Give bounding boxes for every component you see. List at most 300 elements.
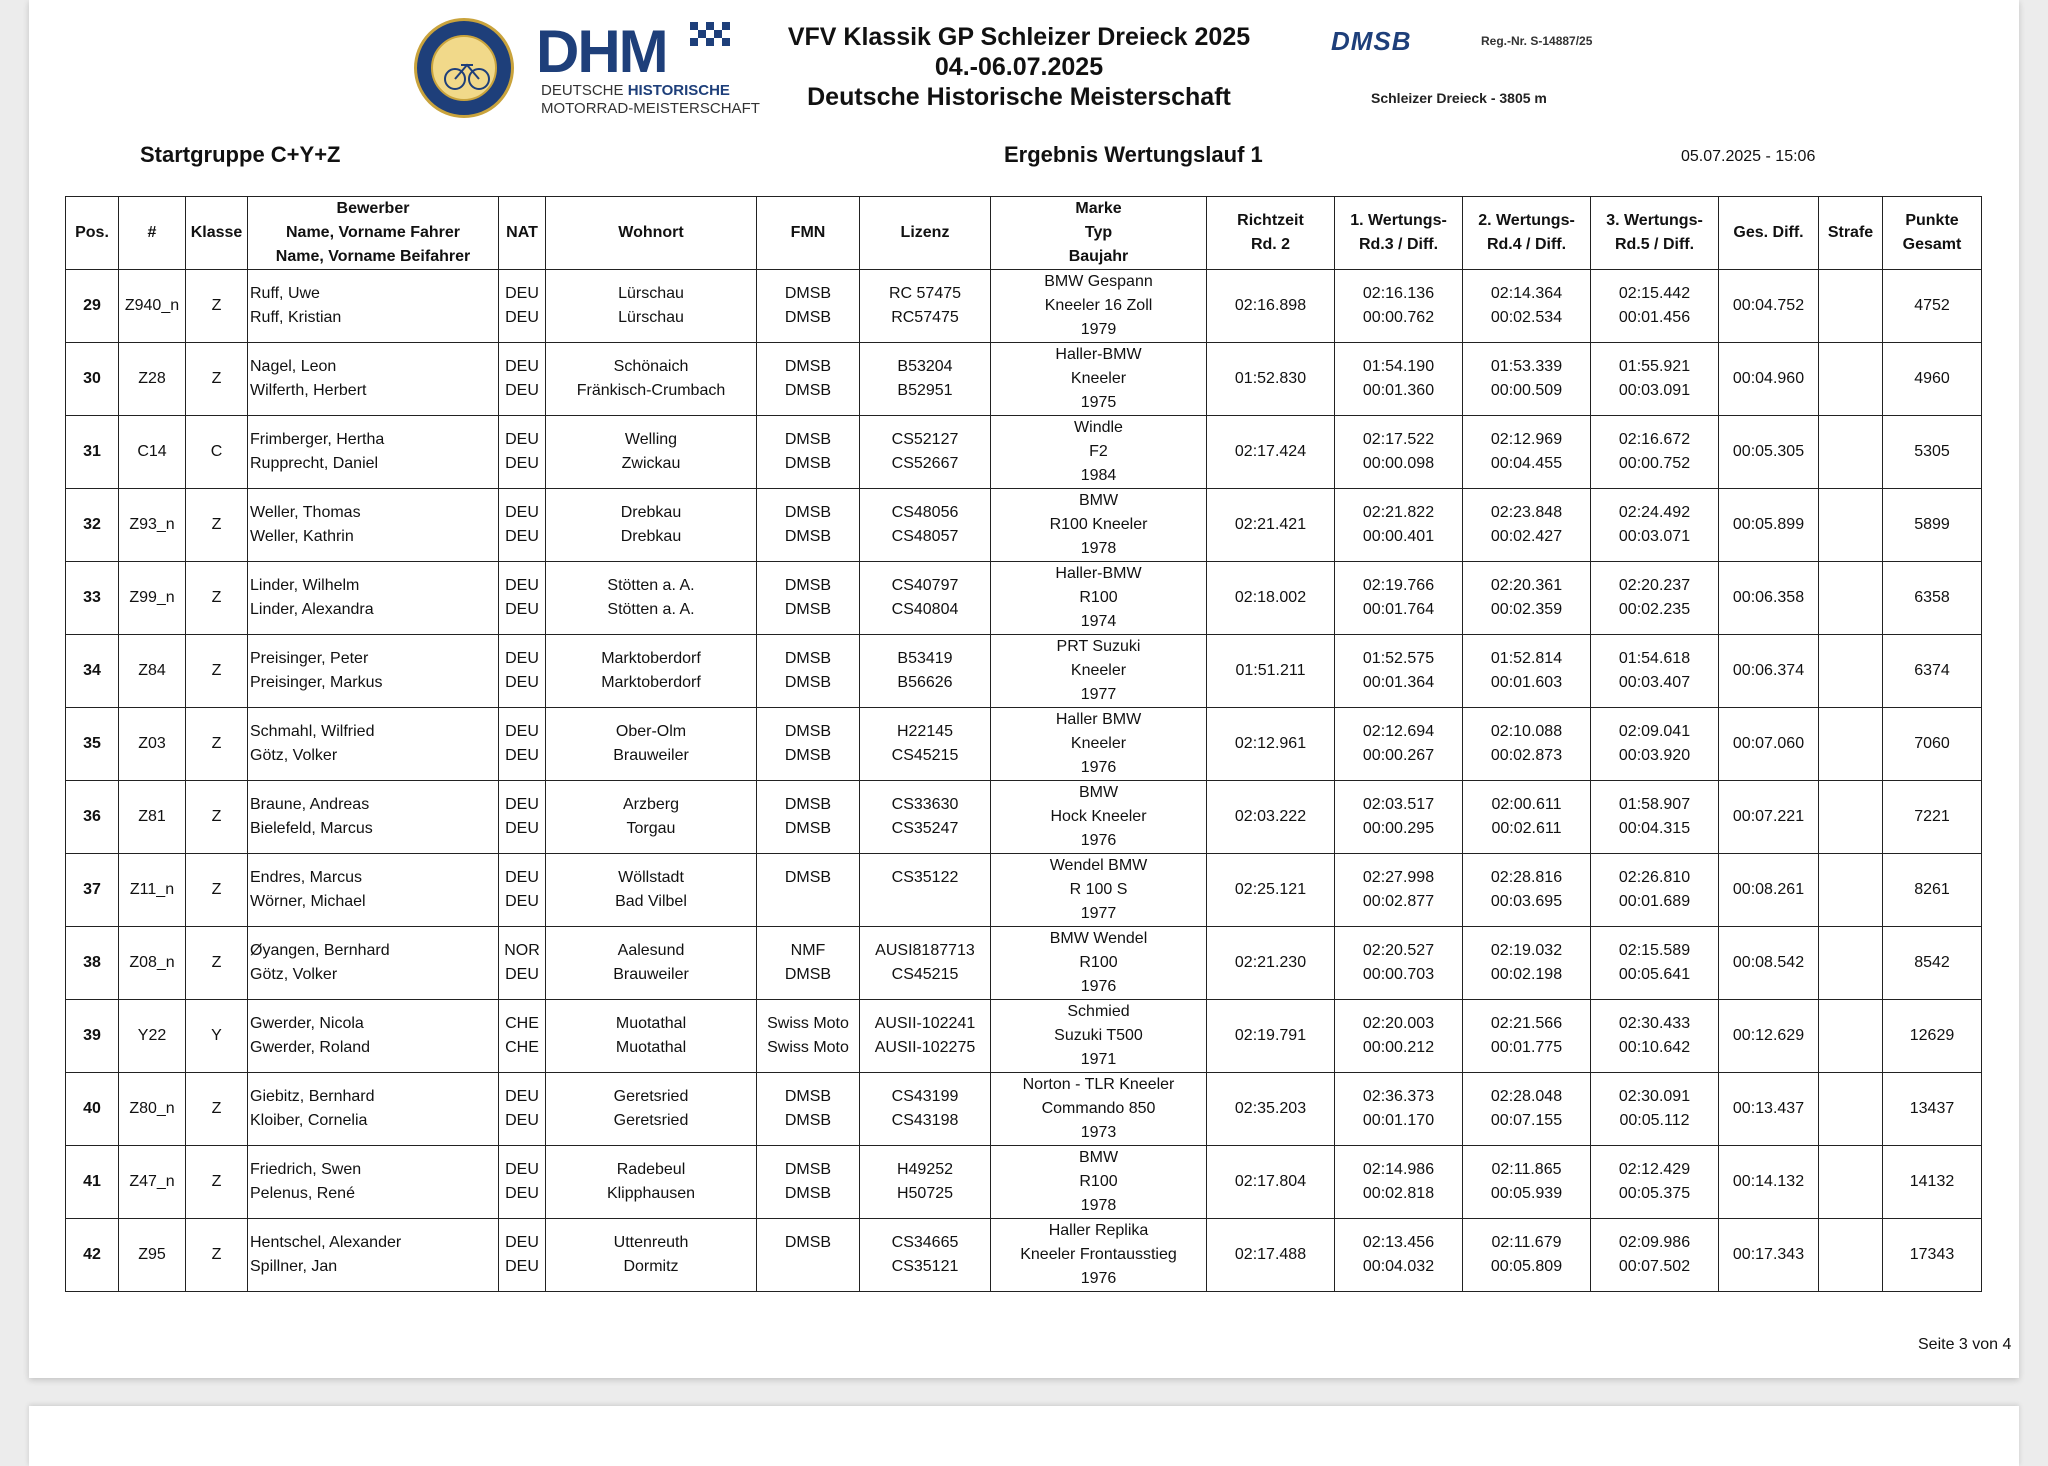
- cell-names: [248, 635, 499, 708]
- cell-wertung-1: 02:27.998 00:02.877: [1335, 854, 1463, 927]
- cell-marke: BMW Gespann Kneeler 16 Zoll 1979: [991, 270, 1207, 343]
- logo-subtitle-1: DEUTSCHE HISTORISCHE: [541, 82, 730, 99]
- codriver-name: Bielefeld, Marcus: [250, 820, 373, 837]
- cell-klasse: Z: [186, 1073, 248, 1146]
- cell-punkte: 12629: [1883, 1000, 1982, 1073]
- cell-number: Z47_n: [119, 1146, 186, 1219]
- cell-wertung-2: 02:19.032 00:02.198: [1463, 927, 1591, 1000]
- driver-name: Linder, Wilhelm: [250, 577, 360, 594]
- cell-nat: DEU DEU: [499, 708, 546, 781]
- cell-pos: 37: [66, 854, 119, 927]
- cell-klasse: Z: [186, 489, 248, 562]
- results-table: [65, 196, 1982, 1292]
- cell-fmn: DMSB DMSB: [757, 343, 860, 416]
- cell-richtzeit: 02:17.424: [1207, 416, 1335, 489]
- cell-punkte: 7221: [1883, 781, 1982, 854]
- cell-strafe: [1819, 562, 1883, 635]
- col-number: #: [119, 197, 186, 270]
- cell-marke: Haller-BMW Kneeler 1975: [991, 343, 1207, 416]
- table-row: [66, 635, 1982, 708]
- driver-name: Friedrich, Swen: [250, 1161, 362, 1178]
- cell-lizenz: CS33630 CS35247: [860, 781, 991, 854]
- cell-ges-diff: 00:08.261: [1719, 854, 1819, 927]
- cell-lizenz: AUSI8187713 CS45215: [860, 927, 991, 1000]
- table-row: [66, 416, 1982, 489]
- table-row: [66, 927, 1982, 1000]
- cell-richtzeit: 02:18.002: [1207, 562, 1335, 635]
- cell-wertung-1: 02:16.136 00:00.762: [1335, 270, 1463, 343]
- cell-wertung-2: 02:12.969 00:04.455: [1463, 416, 1591, 489]
- cell-wertung-1: 02:36.373 00:01.170: [1335, 1073, 1463, 1146]
- cell-strafe: [1819, 270, 1883, 343]
- table-row: [66, 854, 1982, 927]
- cell-klasse: Z: [186, 635, 248, 708]
- cell-fmn: DMSB: [757, 1219, 860, 1292]
- driver-name: Frimberger, Hertha: [250, 431, 385, 448]
- cell-punkte: 4960: [1883, 343, 1982, 416]
- cell-fmn: DMSB DMSB: [757, 708, 860, 781]
- driver-name: Schmahl, Wilfried: [250, 723, 375, 740]
- cell-wohnort: Marktoberdorf Marktoberdorf: [546, 635, 757, 708]
- cell-lizenz: CS35122: [860, 854, 991, 927]
- cell-klasse: Z: [186, 854, 248, 927]
- cell-names: [248, 781, 499, 854]
- cell-fmn: DMSB DMSB: [757, 416, 860, 489]
- cell-pos: 36: [66, 781, 119, 854]
- col-punkte: Punkte Gesamt: [1883, 197, 1982, 270]
- cell-number: Z84: [119, 635, 186, 708]
- codriver-name: Spillner, Jan: [250, 1258, 338, 1275]
- codriver-name: Wörner, Michael: [250, 893, 366, 910]
- cell-ges-diff: 00:07.221: [1719, 781, 1819, 854]
- cell-wertung-1: 02:19.766 00:01.764: [1335, 562, 1463, 635]
- cell-strafe: [1819, 343, 1883, 416]
- cell-wertung-2: 02:11.679 00:05.809: [1463, 1219, 1591, 1292]
- table-row: [66, 562, 1982, 635]
- cell-names: [248, 343, 499, 416]
- cell-names: [248, 854, 499, 927]
- col-ges-diff: Ges. Diff.: [1719, 197, 1819, 270]
- cell-wertung-3: 02:12.429 00:05.375: [1591, 1146, 1719, 1219]
- next-page: [29, 1406, 2019, 1466]
- cell-wertung-3: 02:09.986 00:07.502: [1591, 1219, 1719, 1292]
- cell-punkte: 4752: [1883, 270, 1982, 343]
- cell-pos: 41: [66, 1146, 119, 1219]
- cell-wohnort: Stötten a. A. Stötten a. A.: [546, 562, 757, 635]
- codriver-name: Preisinger, Markus: [250, 674, 383, 691]
- logo-subtitle-2: MOTORRAD-MEISTERSCHAFT: [541, 100, 760, 117]
- cell-wertung-2: 01:53.339 00:00.509: [1463, 343, 1591, 416]
- cell-wertung-3: 01:54.618 00:03.407: [1591, 635, 1719, 708]
- table-row: [66, 1219, 1982, 1292]
- cell-wertung-3: 02:15.442 00:01.456: [1591, 270, 1719, 343]
- page-number: Seite 3 von 4: [1918, 1336, 2012, 1353]
- table-row: [66, 270, 1982, 343]
- cell-marke: Haller BMW Kneeler 1976: [991, 708, 1207, 781]
- cell-wertung-3: 01:55.921 00:03.091: [1591, 343, 1719, 416]
- col-wertung-1: 1. Wertungs- Rd.3 / Diff.: [1335, 197, 1463, 270]
- cell-nat: DEU DEU: [499, 781, 546, 854]
- driver-name: Braune, Andreas: [250, 796, 370, 813]
- cell-wohnort: Ober-Olm Brauweiler: [546, 708, 757, 781]
- cell-pos: 34: [66, 635, 119, 708]
- table-row: [66, 489, 1982, 562]
- col-marke: Marke Typ Baujahr: [991, 197, 1207, 270]
- cell-lizenz: CS52127 CS52667: [860, 416, 991, 489]
- cell-ges-diff: 00:05.899: [1719, 489, 1819, 562]
- cell-ges-diff: 00:05.305: [1719, 416, 1819, 489]
- codriver-name: Kloiber, Cornelia: [250, 1112, 368, 1129]
- cell-pos: 42: [66, 1219, 119, 1292]
- driver-name: Preisinger, Peter: [250, 650, 369, 667]
- cell-richtzeit: 02:17.804: [1207, 1146, 1335, 1219]
- cell-number: Z95: [119, 1219, 186, 1292]
- cell-pos: 32: [66, 489, 119, 562]
- cell-wertung-1: 02:20.003 00:00.212: [1335, 1000, 1463, 1073]
- cell-klasse: C: [186, 416, 248, 489]
- codriver-name: Götz, Volker: [250, 966, 338, 983]
- cell-pos: 33: [66, 562, 119, 635]
- table-row: [66, 343, 1982, 416]
- cell-punkte: 17343: [1883, 1219, 1982, 1292]
- cell-marke: Windle F2 1984: [991, 416, 1207, 489]
- cell-punkte: 5899: [1883, 489, 1982, 562]
- cell-wertung-3: 02:16.672 00:00.752: [1591, 416, 1719, 489]
- col-bewerber: Bewerber Name, Vorname Fahrer Name, Vorname Beifahrer: [248, 197, 499, 270]
- cell-pos: 39: [66, 1000, 119, 1073]
- col-lizenz: Lizenz: [860, 197, 991, 270]
- cell-lizenz: CS34665 CS35121: [860, 1219, 991, 1292]
- cell-marke: Haller Replika Kneeler Frontausstieg 1976: [991, 1219, 1207, 1292]
- cell-names: [248, 708, 499, 781]
- cell-fmn: DMSB DMSB: [757, 781, 860, 854]
- cell-wertung-1: 01:54.190 00:01.360: [1335, 343, 1463, 416]
- cell-wertung-2: 02:28.816 00:03.695: [1463, 854, 1591, 927]
- cell-nat: DEU DEU: [499, 489, 546, 562]
- cell-marke: BMW R100 1978: [991, 1146, 1207, 1219]
- cell-wertung-2: 02:21.566 00:01.775: [1463, 1000, 1591, 1073]
- registration-number: Reg.-Nr. S-14887/25: [1481, 34, 1593, 48]
- cell-punkte: 8542: [1883, 927, 1982, 1000]
- cell-wertung-3: 02:30.091 00:05.112: [1591, 1073, 1719, 1146]
- cell-lizenz: CS43199 CS43198: [860, 1073, 991, 1146]
- driver-name: Ruff, Uwe: [250, 285, 320, 302]
- cell-ges-diff: 00:04.752: [1719, 270, 1819, 343]
- cell-names: [248, 489, 499, 562]
- cell-pos: 40: [66, 1073, 119, 1146]
- codriver-name: Linder, Alexandra: [250, 601, 374, 618]
- table-row: [66, 1073, 1982, 1146]
- cell-richtzeit: 02:21.230: [1207, 927, 1335, 1000]
- logo-wordmark: DHM: [536, 18, 667, 85]
- cell-marke: BMW Hock Kneeler 1976: [991, 781, 1207, 854]
- cell-ges-diff: 00:12.629: [1719, 1000, 1819, 1073]
- cell-wohnort: Muotathal Muotathal: [546, 1000, 757, 1073]
- cell-wertung-1: 02:12.694 00:00.267: [1335, 708, 1463, 781]
- start-group: Startgruppe C+Y+Z: [140, 142, 341, 167]
- cell-lizenz: H49252 H50725: [860, 1146, 991, 1219]
- cell-wohnort: Geretsried Geretsried: [546, 1073, 757, 1146]
- cell-richtzeit: 02:17.488: [1207, 1219, 1335, 1292]
- cell-klasse: Z: [186, 927, 248, 1000]
- cell-fmn: DMSB DMSB: [757, 1146, 860, 1219]
- driver-name: Weller, Thomas: [250, 504, 361, 521]
- codriver-name: Pelenus, René: [250, 1185, 355, 1202]
- cell-wertung-3: 02:26.810 00:01.689: [1591, 854, 1719, 927]
- cell-wertung-1: 02:21.822 00:00.401: [1335, 489, 1463, 562]
- cell-nat: DEU DEU: [499, 343, 546, 416]
- cell-lizenz: H22145 CS45215: [860, 708, 991, 781]
- cell-ges-diff: 00:06.374: [1719, 635, 1819, 708]
- codriver-name: Ruff, Kristian: [250, 309, 342, 326]
- cell-punkte: 13437: [1883, 1073, 1982, 1146]
- cell-richtzeit: 02:35.203: [1207, 1073, 1335, 1146]
- table-row: [66, 1000, 1982, 1073]
- cell-number: Z80_n: [119, 1073, 186, 1146]
- print-timestamp: 05.07.2025 - 15:06: [1681, 148, 1816, 165]
- cell-wohnort: Arzberg Torgau: [546, 781, 757, 854]
- track-info: Schleizer Dreieck - 3805 m: [1371, 90, 1547, 106]
- cell-punkte: 7060: [1883, 708, 1982, 781]
- cell-number: Z28: [119, 343, 186, 416]
- cell-wertung-2: 02:20.361 00:02.359: [1463, 562, 1591, 635]
- table-row: [66, 781, 1982, 854]
- cell-nat: DEU DEU: [499, 562, 546, 635]
- cell-richtzeit: 02:19.791: [1207, 1000, 1335, 1073]
- cell-wertung-1: 02:20.527 00:00.703: [1335, 927, 1463, 1000]
- cell-wertung-2: 01:52.814 00:01.603: [1463, 635, 1591, 708]
- cell-lizenz: CS48056 CS48057: [860, 489, 991, 562]
- cell-marke: PRT Suzuki Kneeler 1977: [991, 635, 1207, 708]
- col-wohnort: Wohnort: [546, 197, 757, 270]
- cell-wertung-2: 02:10.088 00:02.873: [1463, 708, 1591, 781]
- cell-names: [248, 1146, 499, 1219]
- cell-wertung-1: 02:14.986 00:02.818: [1335, 1146, 1463, 1219]
- cell-strafe: [1819, 635, 1883, 708]
- cell-klasse: Y: [186, 1000, 248, 1073]
- codriver-name: Rupprecht, Daniel: [250, 455, 379, 472]
- col-klasse: Klasse: [186, 197, 248, 270]
- cell-lizenz: RC 57475 RC57475: [860, 270, 991, 343]
- cell-wertung-3: 02:20.237 00:02.235: [1591, 562, 1719, 635]
- cell-strafe: [1819, 489, 1883, 562]
- cell-richtzeit: 01:51.211: [1207, 635, 1335, 708]
- cell-ges-diff: 00:07.060: [1719, 708, 1819, 781]
- cell-number: Z08_n: [119, 927, 186, 1000]
- cell-names: [248, 416, 499, 489]
- cell-wertung-3: 01:58.907 00:04.315: [1591, 781, 1719, 854]
- cell-pos: 29: [66, 270, 119, 343]
- dhm-logo: [386, 12, 760, 120]
- cell-nat: DEU DEU: [499, 854, 546, 927]
- cell-nat: DEU DEU: [499, 1073, 546, 1146]
- cell-wertung-3: 02:09.041 00:03.920: [1591, 708, 1719, 781]
- cell-fmn: DMSB DMSB: [757, 562, 860, 635]
- cell-strafe: [1819, 1219, 1883, 1292]
- cell-richtzeit: 02:25.121: [1207, 854, 1335, 927]
- heat-title: Ergebnis Wertungslauf 1: [1004, 142, 1263, 167]
- cell-punkte: 5305: [1883, 416, 1982, 489]
- cell-richtzeit: 02:03.222: [1207, 781, 1335, 854]
- cell-nat: DEU DEU: [499, 635, 546, 708]
- cell-number: Z81: [119, 781, 186, 854]
- cell-nat: NOR DEU: [499, 927, 546, 1000]
- cell-lizenz: CS40797 CS40804: [860, 562, 991, 635]
- cell-fmn: DMSB: [757, 854, 860, 927]
- cell-wertung-2: 02:28.048 00:07.155: [1463, 1073, 1591, 1146]
- cell-pos: 30: [66, 343, 119, 416]
- cell-names: [248, 1000, 499, 1073]
- cell-nat: DEU DEU: [499, 1219, 546, 1292]
- cell-lizenz: AUSII-102241 AUSII-102275: [860, 1000, 991, 1073]
- cell-names: [248, 927, 499, 1000]
- championship-name: Deutsche Historische Meisterschaft: [807, 83, 1231, 111]
- cell-punkte: 6374: [1883, 635, 1982, 708]
- driver-name: Nagel, Leon: [250, 358, 337, 375]
- cell-wohnort: Aalesund Brauweiler: [546, 927, 757, 1000]
- cell-nat: DEU DEU: [499, 416, 546, 489]
- cell-wertung-1: 02:17.522 00:00.098: [1335, 416, 1463, 489]
- cell-wohnort: Welling Zwickau: [546, 416, 757, 489]
- cell-number: Z11_n: [119, 854, 186, 927]
- veteran-association-seal: [414, 18, 514, 118]
- dmsb-logo: DMSB: [1331, 26, 1412, 56]
- cell-richtzeit: 02:16.898: [1207, 270, 1335, 343]
- cell-strafe: [1819, 854, 1883, 927]
- cell-number: Y22: [119, 1000, 186, 1073]
- codriver-name: Wilferth, Herbert: [250, 382, 367, 399]
- driver-name: Giebitz, Bernhard: [250, 1088, 375, 1105]
- cell-wohnort: Uttenreuth Dormitz: [546, 1219, 757, 1292]
- cell-marke: BMW R100 Kneeler 1978: [991, 489, 1207, 562]
- cell-punkte: 14132: [1883, 1146, 1982, 1219]
- cell-wohnort: Schönaich Fränkisch-Crumbach: [546, 343, 757, 416]
- cell-punkte: 8261: [1883, 854, 1982, 927]
- cell-ges-diff: 00:17.343: [1719, 1219, 1819, 1292]
- cell-wertung-3: 02:15.589 00:05.641: [1591, 927, 1719, 1000]
- cell-names: [248, 1073, 499, 1146]
- driver-name: Gwerder, Nicola: [250, 1015, 364, 1032]
- cell-marke: Wendel BMW R 100 S 1977: [991, 854, 1207, 927]
- cell-richtzeit: 02:21.421: [1207, 489, 1335, 562]
- col-strafe: Strafe: [1819, 197, 1883, 270]
- cell-lizenz: B53419 B56626: [860, 635, 991, 708]
- cell-wertung-2: 02:00.611 00:02.611: [1463, 781, 1591, 854]
- cell-ges-diff: 00:04.960: [1719, 343, 1819, 416]
- col-wertung-3: 3. Wertungs- Rd.5 / Diff.: [1591, 197, 1719, 270]
- event-dates: 04.-06.07.2025: [934, 53, 1104, 81]
- cell-strafe: [1819, 1000, 1883, 1073]
- cell-number: Z93_n: [119, 489, 186, 562]
- cell-fmn: DMSB DMSB: [757, 489, 860, 562]
- cell-klasse: Z: [186, 270, 248, 343]
- cell-fmn: DMSB DMSB: [757, 635, 860, 708]
- cell-punkte: 6358: [1883, 562, 1982, 635]
- cell-fmn: NMF DMSB: [757, 927, 860, 1000]
- cell-klasse: Z: [186, 781, 248, 854]
- cell-nat: DEU DEU: [499, 1146, 546, 1219]
- cell-fmn: Swiss Moto Swiss Moto: [757, 1000, 860, 1073]
- cell-number: Z940_n: [119, 270, 186, 343]
- cell-wohnort: Wöllstadt Bad Vilbel: [546, 854, 757, 927]
- cell-ges-diff: 00:06.358: [1719, 562, 1819, 635]
- cell-nat: CHE CHE: [499, 1000, 546, 1073]
- cell-klasse: Z: [186, 1146, 248, 1219]
- cell-richtzeit: 02:12.961: [1207, 708, 1335, 781]
- cell-strafe: [1819, 1146, 1883, 1219]
- cell-wertung-1: 02:13.456 00:04.032: [1335, 1219, 1463, 1292]
- driver-name: Hentschel, Alexander: [250, 1234, 402, 1251]
- cell-wohnort: Radebeul Klipphausen: [546, 1146, 757, 1219]
- cell-wertung-3: 02:30.433 00:10.642: [1591, 1000, 1719, 1073]
- cell-strafe: [1819, 416, 1883, 489]
- cell-pos: 35: [66, 708, 119, 781]
- cell-wertung-1: 02:03.517 00:00.295: [1335, 781, 1463, 854]
- cell-wertung-3: 02:24.492 00:03.071: [1591, 489, 1719, 562]
- cell-pos: 38: [66, 927, 119, 1000]
- cell-ges-diff: 00:13.437: [1719, 1073, 1819, 1146]
- table-header-row: [66, 197, 1982, 270]
- cell-wohnort: Drebkau Drebkau: [546, 489, 757, 562]
- cell-pos: 31: [66, 416, 119, 489]
- cell-richtzeit: 01:52.830: [1207, 343, 1335, 416]
- event-name: VFV Klassik GP Schleizer Dreieck 2025: [787, 23, 1251, 51]
- codriver-name: Gwerder, Roland: [250, 1039, 371, 1056]
- cell-fmn: DMSB DMSB: [757, 1073, 860, 1146]
- col-nat: NAT: [499, 197, 546, 270]
- cell-wertung-2: 02:11.865 00:05.939: [1463, 1146, 1591, 1219]
- cell-strafe: [1819, 1073, 1883, 1146]
- cell-number: Z99_n: [119, 562, 186, 635]
- cell-fmn: DMSB DMSB: [757, 270, 860, 343]
- cell-klasse: Z: [186, 562, 248, 635]
- codriver-name: Weller, Kathrin: [250, 528, 354, 545]
- cell-names: [248, 1219, 499, 1292]
- cell-wertung-2: 02:23.848 00:02.427: [1463, 489, 1591, 562]
- cell-marke: Schmied Suzuki T500 1971: [991, 1000, 1207, 1073]
- cell-wertung-1: 01:52.575 00:01.364: [1335, 635, 1463, 708]
- cell-strafe: [1819, 927, 1883, 1000]
- cell-strafe: [1819, 781, 1883, 854]
- cell-marke: Haller-BMW R100 1974: [991, 562, 1207, 635]
- col-fmn: FMN: [757, 197, 860, 270]
- cell-marke: BMW Wendel R100 1976: [991, 927, 1207, 1000]
- cell-wohnort: Lürschau Lürschau: [546, 270, 757, 343]
- cell-nat: DEU DEU: [499, 270, 546, 343]
- cell-lizenz: B53204 B52951: [860, 343, 991, 416]
- col-wertung-2: 2. Wertungs- Rd.4 / Diff.: [1463, 197, 1591, 270]
- cell-names: [248, 562, 499, 635]
- cell-ges-diff: 00:14.132: [1719, 1146, 1819, 1219]
- checkered-flag-icon: [686, 16, 732, 62]
- event-title: [769, 22, 1269, 112]
- cell-names: [248, 270, 499, 343]
- driver-name: Øyangen, Bernhard: [250, 942, 390, 959]
- cell-wertung-2: 02:14.364 00:02.534: [1463, 270, 1591, 343]
- cell-klasse: Z: [186, 708, 248, 781]
- col-pos: Pos.: [66, 197, 119, 270]
- codriver-name: Götz, Volker: [250, 747, 338, 764]
- cell-klasse: Z: [186, 1219, 248, 1292]
- cell-ges-diff: 00:08.542: [1719, 927, 1819, 1000]
- driver-name: Endres, Marcus: [250, 869, 363, 886]
- cell-strafe: [1819, 708, 1883, 781]
- cell-marke: Norton - TLR Kneeler Commando 850 1973: [991, 1073, 1207, 1146]
- cell-number: C14: [119, 416, 186, 489]
- col-richtzeit: Richtzeit Rd. 2: [1207, 197, 1335, 270]
- table-row: [66, 708, 1982, 781]
- cell-klasse: Z: [186, 343, 248, 416]
